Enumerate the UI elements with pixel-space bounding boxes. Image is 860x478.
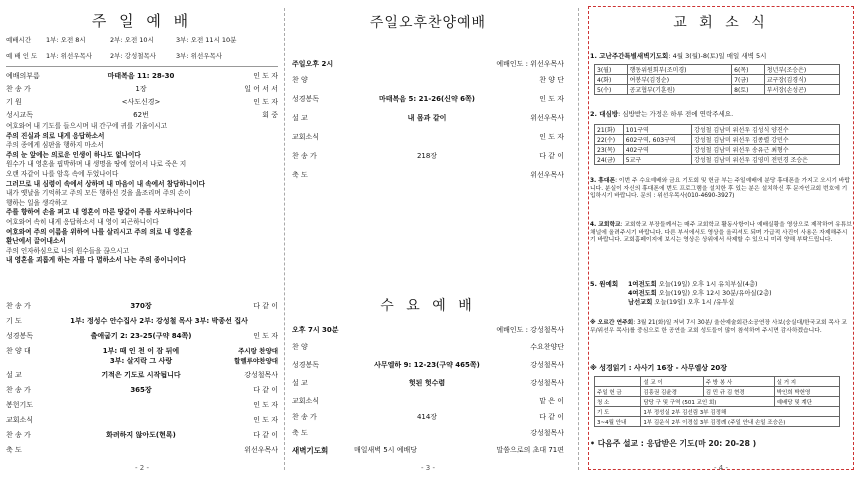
text: 청년부(조승은) [764, 65, 839, 75]
page-title: 주 일 예 배 [91, 12, 193, 30]
afternoon-title: 주일오후찬양예배 [369, 15, 487, 31]
page-number: - 4 - [714, 464, 728, 472]
text: 찬 송 가 [292, 152, 317, 160]
text: 예배당 및 계단 [774, 397, 839, 407]
text: 3부: 살지락 그 사랑 [109, 357, 173, 365]
text: 주시랑 찬양대 [238, 347, 278, 355]
text: 인 도 자 [253, 332, 278, 340]
page-number: - 3 - [421, 464, 435, 472]
text: 찬 송 가 [292, 413, 317, 421]
text: 교구장(김경식) [764, 75, 839, 85]
text: 주일오후 2시 [292, 60, 334, 68]
text: 찬 양 단 [539, 76, 564, 84]
text: 강성철 김남미 위선우 김성식 양진수 [692, 125, 840, 135]
text: 7(금) [732, 75, 765, 85]
litany-line: 여호와여 내 기도를 들으시며 내 간구에 귀를 기울이시고 [6, 122, 168, 130]
text: 성경봉독 [292, 95, 320, 103]
litany-line: 주의 종에게 심판을 행하지 마소서 [6, 141, 104, 150]
text: 찬 양 대 [6, 347, 31, 355]
litany-line: 주의 진실과 의로 내게 응답하소서 [6, 131, 105, 140]
text: 6(목) [732, 65, 765, 75]
text: 강성철 김남미 위선우 김영미 전민경 조승은 [692, 155, 840, 165]
text: 김흥권 김윤경 [641, 387, 703, 397]
text: 성경봉독 [292, 361, 320, 369]
text: 414장 [416, 413, 438, 421]
text: ※ 성경읽기 : 사사기 16장 - 사무엘상 20장 [590, 364, 727, 372]
litany-line: 원수가 내 영혼을 핍박하며 내 생명을 땅에 엎어서 나로 죽은 지 [6, 160, 187, 169]
text: 인 도 자 [539, 133, 564, 141]
text: 다 같 이 [539, 413, 564, 421]
text: 1여전도회 [628, 281, 657, 288]
text: 예배의부름 [6, 72, 40, 80]
fold-line [578, 8, 579, 470]
text: 다 같 이 [253, 386, 278, 394]
text: 설 교 [292, 114, 308, 122]
text: 인 도 자 [253, 416, 278, 424]
text: 기적은 기도로 시작됩니다 [101, 371, 181, 379]
litany-line: 그러므로 내 심령이 속에서 상하며 내 마음이 내 속에서 참담하니이다 [6, 179, 206, 188]
page-church-news [588, 0, 854, 478]
leader-2: 2부: 강성철목사 [110, 52, 157, 60]
text: 24(금) [595, 155, 624, 165]
text: 화려하지 않아도(현록) [106, 431, 176, 439]
text: 강성철목사 [244, 371, 278, 379]
text: 기 도 [595, 407, 641, 417]
text: 365장 [130, 386, 152, 394]
text: 찬 양 [292, 343, 308, 351]
text: 김 민 규 김 현경 [703, 387, 774, 397]
text: 성경봉독 [6, 332, 34, 340]
text: 402구역 [623, 145, 691, 155]
leader-1: 1부: 위선우목사 [46, 52, 93, 60]
news-item-2 [590, 110, 852, 119]
text: 4(화) [595, 75, 628, 85]
text: 강성철목사 [530, 361, 564, 369]
text: 1부 김운식 2부 이경섭 3부 김정례 (주일 안내 손일 조승은) [641, 417, 840, 427]
news-item-organ [590, 320, 852, 335]
page-number: - 2 - [135, 464, 149, 472]
text: 370장 [130, 302, 152, 310]
text: 행동위원회부(조미경) [627, 65, 732, 75]
text: 오늘(19일) 오후 12시 30분/유아실(2층) [658, 290, 772, 297]
text: 1부 정성실 2부 김선림 3부 김정해 [641, 407, 840, 417]
text: 1장 [135, 85, 147, 93]
meetings-list [628, 280, 852, 307]
text: 교회소식 [6, 416, 34, 424]
text: 주일 헌 금 [595, 387, 641, 397]
text: 23(목) [595, 145, 624, 155]
text: 5. 원예회 [590, 280, 619, 288]
text: 예배인도 : 강성철목사 [496, 326, 564, 334]
text: 오늘(19일) 오후 1시 유치부실(4층) [658, 281, 758, 288]
bible-reading [590, 364, 852, 373]
text: 말씀으로의 초대 71편 [496, 446, 564, 454]
page-sunday-service [6, 0, 278, 478]
text: 출애굽기 2: 23-25(구약 84쪽) [90, 332, 192, 340]
text: 설 교 [6, 371, 22, 379]
text: 602구역, 603구역 [623, 135, 691, 145]
text: 3~4월 안내 [595, 417, 641, 427]
text: 2. 대심방 [590, 110, 619, 118]
text: 기 도 [6, 317, 22, 325]
text: 찬 송 가 [6, 85, 31, 93]
text: 62번 [133, 111, 149, 119]
text: 주 방 봉 사 [703, 377, 774, 387]
litany-line: 주를 향하여 손을 펴고 내 영혼이 마른 땅같이 주를 사모하나이다 [6, 208, 193, 217]
text: 마태복음 11: 28-30 [107, 72, 175, 80]
litany-line: 환난에서 끌어내소서 [6, 237, 66, 246]
text: 헛된 헛수렴 [408, 379, 446, 387]
text: 101구역 [623, 125, 691, 135]
text: 찬 송 가 [6, 431, 31, 439]
text: 강성철 김남미 위선우 송유근 최형수 [692, 145, 840, 155]
text: 인 도 자 [539, 95, 564, 103]
label: 예배시간 [6, 36, 32, 44]
text: 담당 구 및 구역 (501 교인 회) [641, 397, 774, 407]
text: 위선우목사 [244, 446, 278, 454]
news-item-3 [590, 178, 852, 201]
text: 21(화) [595, 125, 624, 135]
text: 부서장(손성곤) [764, 85, 839, 95]
text: 218장 [416, 152, 438, 160]
text: 오후 7시 30분 [292, 326, 339, 334]
text: 설 교 [292, 379, 308, 387]
text: 4여전도회 [628, 290, 657, 297]
text: 축 도 [292, 429, 308, 437]
text: 새벽기도회 [292, 446, 329, 455]
litany-line: 내가 옛날을 기억하고 주의 모든 행하신 것을 읊조리며 주의 손이 [6, 189, 191, 198]
text: 3(월) [595, 65, 628, 75]
text: 오늘(19일) 오후 1시 /유투실 [654, 299, 735, 306]
text: 4. 교회학교 [590, 222, 621, 228]
text: 축 도 [292, 171, 308, 179]
text: 찬 송 가 [6, 386, 31, 394]
text: 22(수) [595, 135, 624, 145]
text: 사무엘하 9: 12-23(구약 465쪽) [374, 361, 480, 369]
text: : 이번 주 수요예배와 금요 기도회 및 헌금 부는 주일예배에 분당 휴대폰을 가지고 오시기 바랍니다. 분실이 자신의 휴대폰에 번도 프로그램을 설치한 후 있는 분은 설치하신 후 문자인교회 번호에 기입하시기 바랍니다. 문의 : 위선우목사(010-4690-3927) [590, 178, 851, 200]
text: 회 중 [262, 111, 278, 119]
text: 수요찬양단 [530, 343, 564, 351]
time-2: 2부: 오전 10시 [110, 36, 154, 44]
litany-line: 여호와여 주의 이름을 위하여 나를 살리시고 주의 의로 내 영혼을 [6, 227, 193, 236]
text: : 교회학교 부장들께서는 매주 교회학교 활동사항이나 예배실황을 영상으로 제작하여 유튜브 채널에 올려주시기 바랍니다. 다른 부서에서도 영상을 올리셔도 되며 가급적 사진이 사용은 자제해주시기 바랍니다. 교회홈페이지에 보시는 영상은 상위에서 삭제할 수 있으니 미리 양해 부탁드립니다. [590, 222, 852, 244]
next-sermon: • 다음주 설교 : 응답받은 기도(마 20: 20-28 ) [590, 439, 757, 448]
fold-line [284, 8, 285, 470]
duty-table [594, 376, 840, 427]
text: 교회소식 [292, 397, 320, 405]
text [595, 377, 641, 387]
text: 축 도 [6, 446, 22, 454]
text: 설 교 이 [641, 377, 703, 387]
text: 일 어 서 서 [244, 85, 278, 93]
text: 찬 양 [292, 76, 308, 84]
text: 다 같 이 [253, 302, 278, 310]
text: 강성철목사 [530, 429, 564, 437]
litany-line: 주의 인자하심으로 나의 원수들을 끊으시고 [6, 246, 130, 255]
text: : 4월 3(월)-8(토)일 매일 새벽 5시 [668, 52, 767, 60]
text: 다 같 이 [539, 152, 564, 160]
news-item-4 [590, 222, 852, 245]
text: 맡 은 이 [539, 397, 564, 405]
news-item-1 [590, 52, 852, 61]
text: 인 도 자 [253, 98, 278, 106]
news-title: 교 회 소 식 [673, 15, 769, 31]
text: 강성철 김남미 위선우 김종렬 강민수 [692, 135, 840, 145]
text: 3. 휴대폰 [590, 178, 616, 184]
text: 1부: 정성수 안수집사 2부: 강성철 목사 3부: 박종선 집사 [70, 317, 248, 325]
page-afternoon-wednesday [292, 0, 564, 478]
text: 다 같 이 [253, 431, 278, 439]
litany-line: 주의 눈 앞에는 의로운 인생이 하나도 없나이다 [6, 150, 141, 159]
text: 청 소 [595, 397, 641, 407]
text: 성시교독 [6, 111, 34, 119]
text: : 3월 21(화)일 저녁 7시 30분/ 울산예술회관소공연장 사보(숭실대/한국교회 목사 교무/위선우 목사)를 중심으로 한 공연을 교회 성도들이 많이 참석하여 주시면 감사하겠습니다. [590, 320, 848, 334]
text: 박인희 박헌영 [774, 387, 839, 397]
litany-line: 행하는 일을 생각하고 [6, 198, 68, 207]
text: 8(토) [732, 85, 765, 95]
text: : 심방받는 가정은 하루 전에 연락주세요. [618, 110, 734, 118]
text: 여봉부(김정순) [627, 75, 732, 85]
text: ※ 오르간 연주회 [590, 320, 634, 326]
time-3: 3부: 오전 11시 10분 [176, 36, 237, 44]
text: 할렐루야찬양대 [234, 357, 278, 365]
text: 강성철목사 [530, 379, 564, 387]
litany-line: 여호와여 속히 내게 응답하소서 내 영이 피곤하니이다 [6, 217, 159, 226]
text: 매일새벽 5시 예배당 [354, 446, 417, 454]
wednesday-title: 수 요 예 배 [380, 298, 476, 314]
responsive-reading [6, 122, 278, 266]
text: 5교구 [623, 155, 691, 165]
text: <사도신경> [121, 98, 161, 106]
time-1: 1부: 오전 8시 [46, 36, 86, 44]
text: 5(수) [595, 85, 628, 95]
text: 인 도 자 [253, 72, 278, 80]
litany-line: 오랜 자같이 나를 암흑 속에 두었나이다 [6, 169, 119, 178]
text: 내 몸과 같이 [407, 114, 447, 122]
text: 1. 고난주간특별새벽기도회 [590, 52, 669, 60]
litany-line: 내 영혼을 괴롭게 하는 자를 다 멸하소서 나는 주의 종이니이다 [6, 256, 186, 265]
text: 마태복음 5: 21-26(신약 6쪽) [379, 95, 475, 103]
text: 공교협부(기훈원) [627, 85, 732, 95]
text: 교회소식 [292, 133, 320, 141]
text: 예배인도 : 위선우목사 [496, 60, 564, 68]
text: 봉헌기도 [6, 401, 34, 409]
text: 남선교회 [628, 299, 653, 306]
text: 1부: 때 인 천 이 잠 뒤에 [102, 347, 180, 355]
text: 위선우목사 [530, 171, 564, 179]
text: 기 원 [6, 98, 22, 106]
dawn-prayer-table [594, 64, 840, 95]
visitation-table [594, 124, 840, 165]
label: 예 배 인 도 [6, 52, 38, 60]
text: 찬 송 가 [6, 302, 31, 310]
text: 실 거 지 [774, 377, 839, 387]
text: 위선우목사 [530, 114, 564, 122]
text: 인 도 자 [253, 401, 278, 409]
leader-3: 3부: 위선우목사 [176, 52, 223, 60]
